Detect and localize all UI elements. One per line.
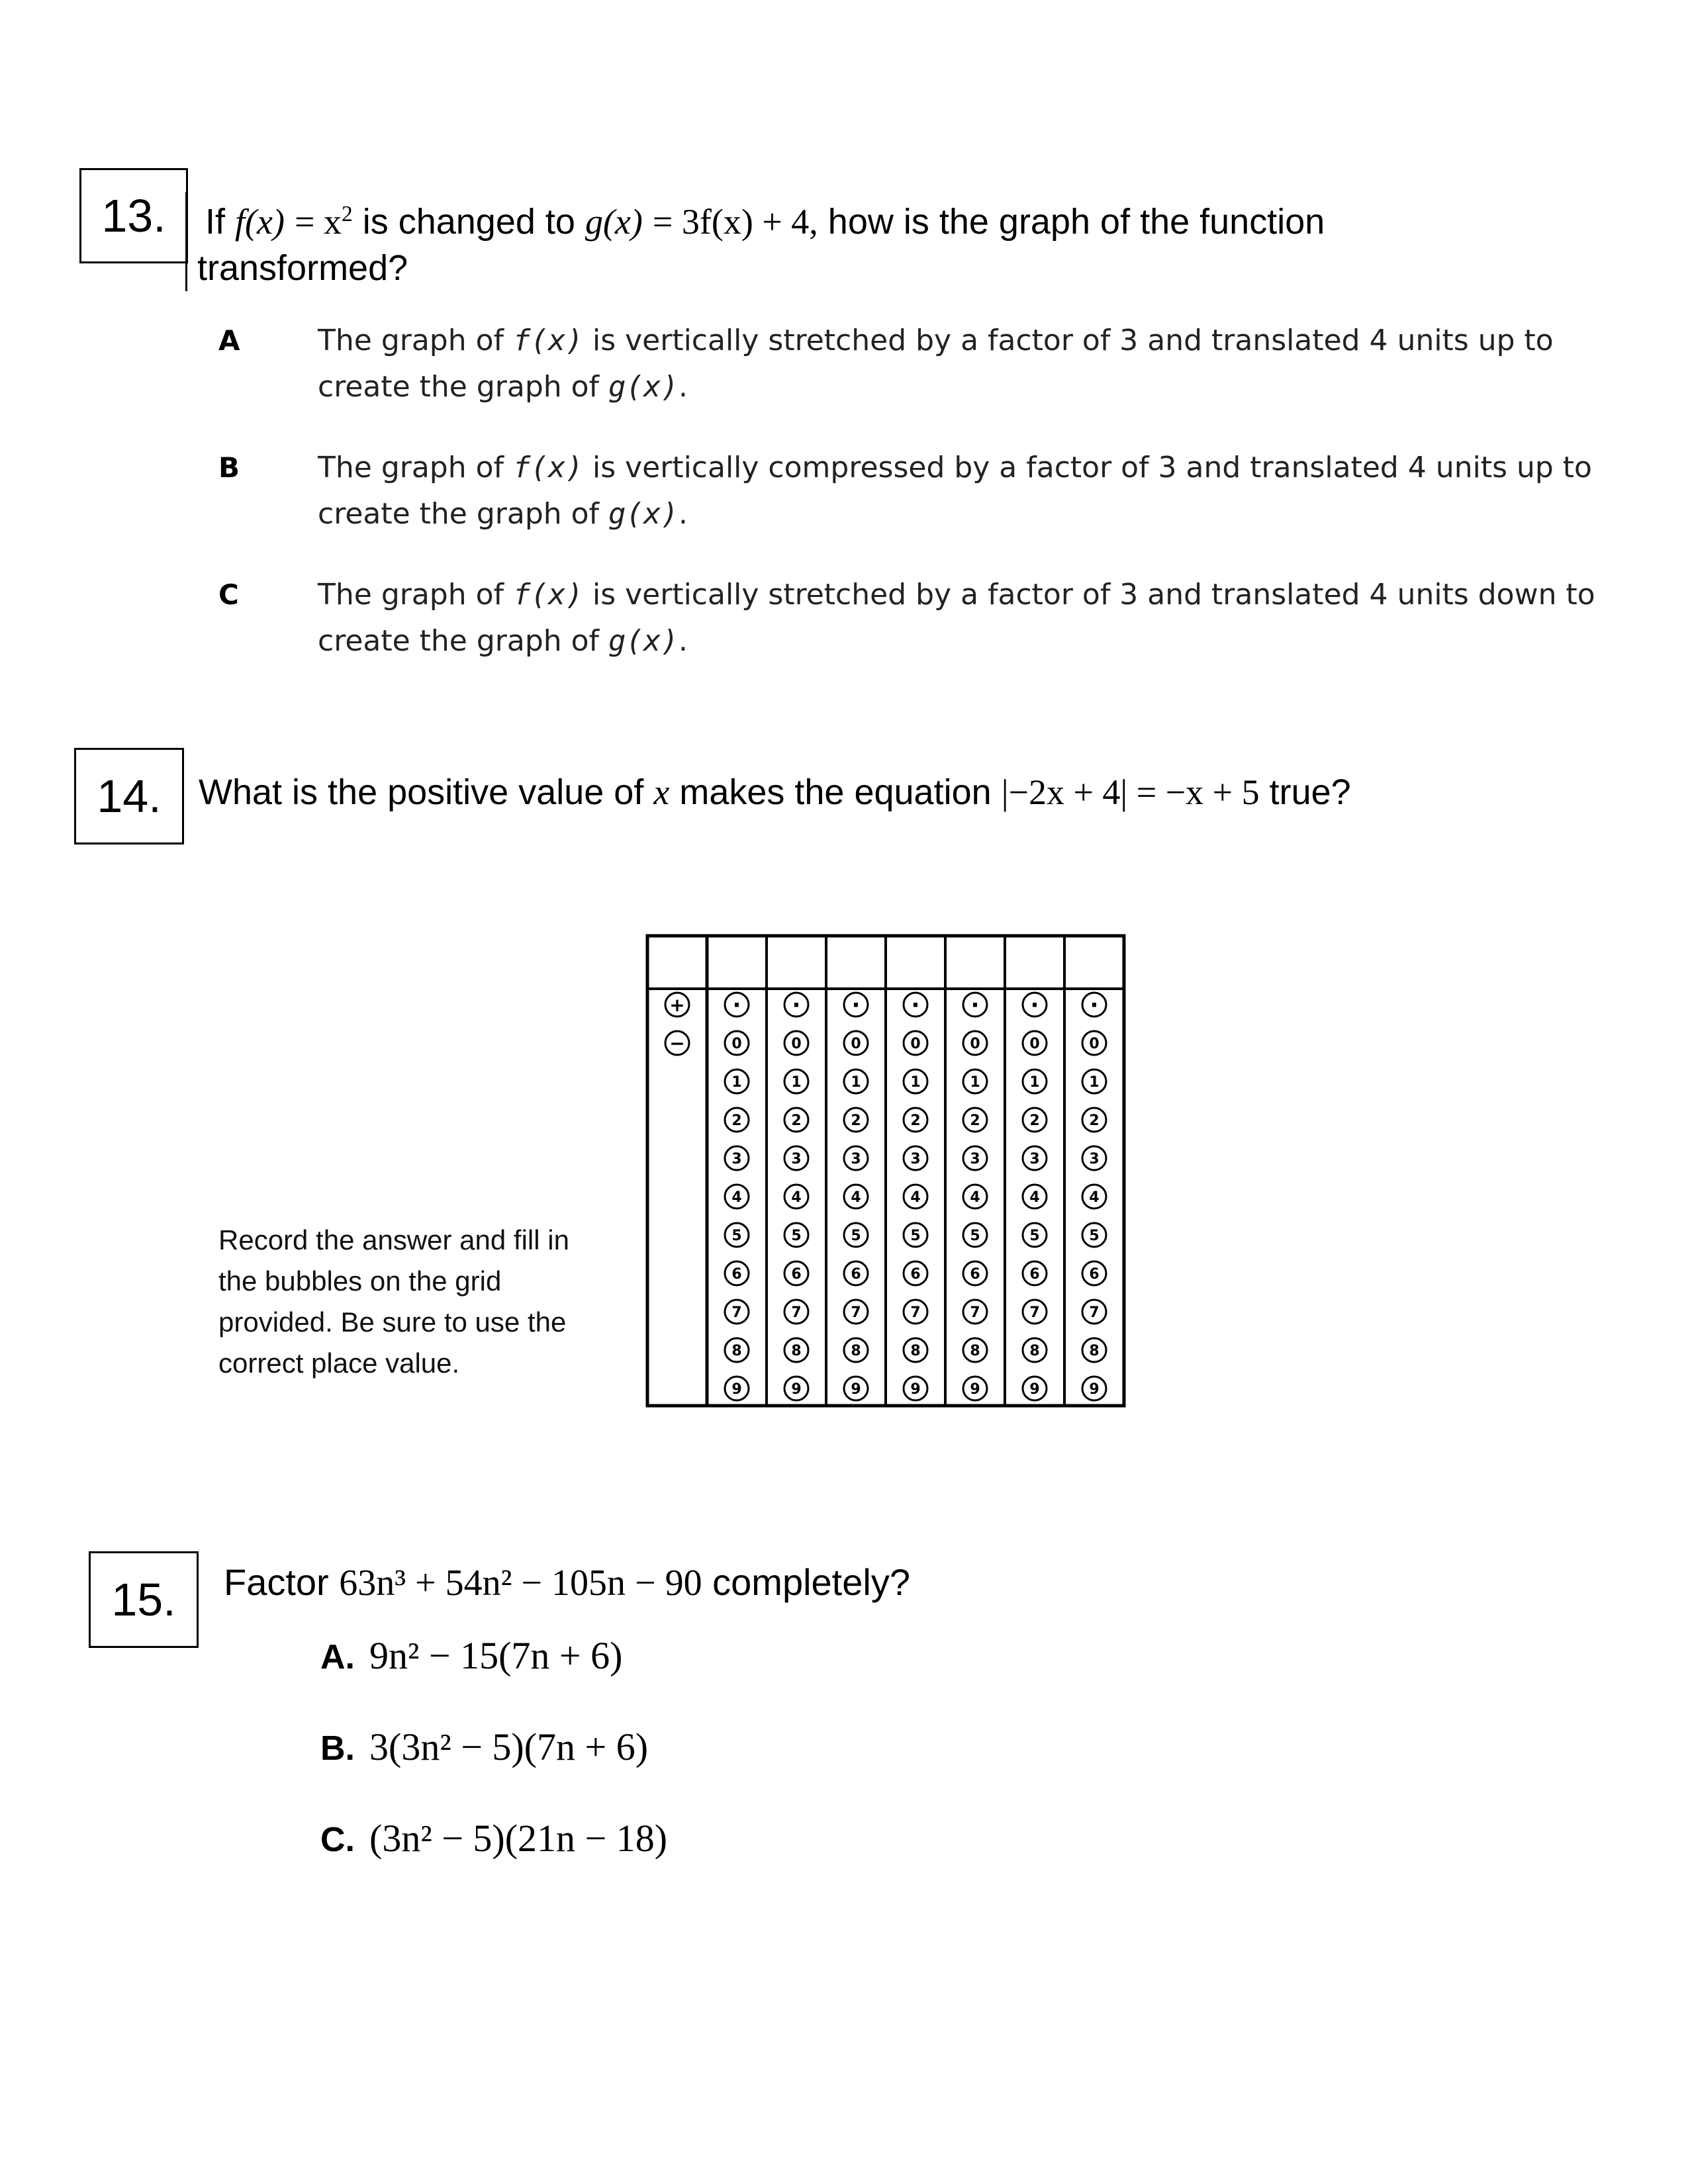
question-13-number-text: 13. xyxy=(101,190,166,242)
grid-bubble-digit-8-label: 8 xyxy=(910,1342,921,1359)
grid-bubble-digit-4-label: 4 xyxy=(910,1189,921,1206)
grid-bubble-digit-4-label: 4 xyxy=(851,1189,861,1206)
question-14-instructions: Record the answer and fill in the bubbles on the grid provided. Be sure to use the correct place value. xyxy=(218,1224,569,1379)
question-13-number xyxy=(79,168,188,263)
grid-bubble-digit-0-label: 0 xyxy=(851,1035,861,1052)
grid-bubble-digit-6-label: 6 xyxy=(1029,1265,1040,1283)
question-13-option-c-letter: C xyxy=(218,578,239,611)
grid-bubble-digit-9-label: 9 xyxy=(1089,1381,1100,1398)
question-15-choice-a[interactable]: A. 9n² − 15(7n + 6) xyxy=(320,1634,623,1677)
grid-bubble-digit-0-label: 0 xyxy=(791,1035,802,1052)
grid-bubble-digit-3-label: 3 xyxy=(1029,1150,1040,1167)
grid-bubble-digit-3-label: 3 xyxy=(731,1150,742,1167)
grid-bubble-digit-8-label: 8 xyxy=(851,1342,861,1359)
grid-bubble-digit-9-label: 9 xyxy=(731,1381,742,1398)
grid-bubble-digit-7-label: 7 xyxy=(910,1304,921,1321)
grid-bubble-decimal-label: · xyxy=(732,992,741,1019)
grid-bubble-digit-3-label: 3 xyxy=(791,1150,802,1167)
grid-bubble-digit-5-label: 5 xyxy=(791,1227,802,1244)
grid-bubble-decimal-label: · xyxy=(1030,992,1039,1019)
grid-bubble-digit-4-label: 4 xyxy=(791,1189,802,1206)
question-13-rule xyxy=(185,192,187,291)
grid-bubble-digit-1-label: 1 xyxy=(1029,1073,1040,1091)
grid-bubble-digit-6-label: 6 xyxy=(851,1265,861,1283)
grid-bubble-digit-1-label: 1 xyxy=(970,1073,980,1091)
question-15-choice-c[interactable]: C. (3n² − 5)(21n − 18) xyxy=(320,1817,668,1860)
grid-bubble-digit-4-label: 4 xyxy=(1029,1189,1040,1206)
grid-bubble-digit-0-label: 0 xyxy=(1089,1035,1100,1052)
grid-bubble-digit-0-label: 0 xyxy=(970,1035,980,1052)
grid-bubble-digit-4-label: 4 xyxy=(731,1189,742,1206)
grid-bubble-digit-2-label: 2 xyxy=(731,1112,742,1129)
question-13-option-b-line1: The graph of f(x) is vertically compressed by a factor of 3 and translated 4 units up to xyxy=(318,451,1592,484)
question-13-option-a-line1: The graph of f(x) is vertically stretched by a factor of 3 and translated 4 units up to xyxy=(318,324,1554,357)
question-15-number-text: 15. xyxy=(111,1574,176,1625)
grid-bubble-digit-0-label: 0 xyxy=(1029,1035,1040,1052)
question-14-number xyxy=(74,748,184,844)
grid-bubble-plus-label: + xyxy=(669,994,685,1017)
grid-bubble-digit-3-label: 3 xyxy=(910,1150,921,1167)
grid-bubble-digit-5-label: 5 xyxy=(731,1227,742,1244)
grid-bubble-digit-7-label: 7 xyxy=(970,1304,980,1321)
grid-bubble-digit-1-label: 1 xyxy=(731,1073,742,1091)
question-13-prompt-line2: transformed? xyxy=(197,248,408,288)
grid-bubble-digit-6-label: 6 xyxy=(1089,1265,1100,1283)
question-13-option-b-line2: create the graph of g(x). xyxy=(318,497,688,531)
grid-bubble-digit-3-label: 3 xyxy=(970,1150,980,1167)
grid-bubble-digit-9-label: 9 xyxy=(910,1381,921,1398)
question-13-option-c-line1: The graph of f(x) is vertically stretched by a factor of 3 and translated 4 units down to xyxy=(318,578,1595,612)
grid-bubble-digit-5-label: 5 xyxy=(851,1227,861,1244)
grid-bubble-digit-1-label: 1 xyxy=(791,1073,802,1091)
grid-bubble-decimal-label: · xyxy=(1090,992,1099,1019)
grid-bubble-digit-5-label: 5 xyxy=(910,1227,921,1244)
grid-bubble-digit-9-label: 9 xyxy=(851,1381,861,1398)
question-14-prompt: What is the positive value of x makes the equation |−2x + 4| = −x + 5 true? xyxy=(199,772,1351,812)
grid-bubble-digit-6-label: 6 xyxy=(910,1265,921,1283)
grid-bubble-digit-5-label: 5 xyxy=(970,1227,980,1244)
grid-bubble-digit-2-label: 2 xyxy=(1029,1112,1040,1129)
question-15-number xyxy=(89,1551,199,1648)
grid-bubble-digit-2-label: 2 xyxy=(791,1112,802,1129)
grid-bubble-digit-4-label: 4 xyxy=(970,1189,980,1206)
grid-bubble-digit-9-label: 9 xyxy=(1029,1381,1040,1398)
grid-bubble-digit-2-label: 2 xyxy=(851,1112,861,1129)
grid-bubble-decimal-label: · xyxy=(851,992,861,1019)
grid-bubble-digit-9-label: 9 xyxy=(791,1381,802,1398)
grid-bubble-digit-6-label: 6 xyxy=(731,1265,742,1283)
grid-bubble-decimal-label: · xyxy=(911,992,920,1019)
grid-bubble-digit-8-label: 8 xyxy=(791,1342,802,1359)
question-13-option-a-line2: create the graph of g(x). xyxy=(318,370,688,404)
grid-bubble-digit-2-label: 2 xyxy=(1089,1112,1100,1129)
grid-bubble-digit-7-label: 7 xyxy=(1089,1304,1100,1321)
grid-bubble-digit-0-label: 0 xyxy=(731,1035,742,1052)
grid-bubble-digit-8-label: 8 xyxy=(1089,1342,1100,1359)
grid-bubble-digit-3-label: 3 xyxy=(851,1150,861,1167)
grid-bubble-digit-3-label: 3 xyxy=(1089,1150,1100,1167)
grid-bubble-decimal-label: · xyxy=(970,992,980,1019)
grid-bubble-minus-label: − xyxy=(669,1032,685,1055)
question-13-option-b-letter: B xyxy=(218,451,240,484)
grid-bubble-digit-7-label: 7 xyxy=(731,1304,742,1321)
grid-bubble-digit-5-label: 5 xyxy=(1089,1227,1100,1244)
grid-bubble-decimal-label: · xyxy=(792,992,801,1019)
question-15-choice-b[interactable]: B. 3(3n² − 5)(7n + 6) xyxy=(320,1725,649,1768)
grid-bubble-digit-6-label: 6 xyxy=(791,1265,802,1283)
grid-bubble-digit-7-label: 7 xyxy=(851,1304,861,1321)
grid-bubble-digit-2-label: 2 xyxy=(970,1112,980,1129)
grid-bubble-digit-1-label: 1 xyxy=(1089,1073,1100,1091)
grid-bubble-digit-0-label: 0 xyxy=(910,1035,921,1052)
grid-bubble-digit-8-label: 8 xyxy=(731,1342,742,1359)
grid-bubble-digit-4-label: 4 xyxy=(1089,1189,1100,1206)
grid-bubble-digit-6-label: 6 xyxy=(970,1265,980,1283)
grid-bubble-digit-8-label: 8 xyxy=(970,1342,980,1359)
grid-bubble-digit-2-label: 2 xyxy=(910,1112,921,1129)
grid-bubble-digit-8-label: 8 xyxy=(1029,1342,1040,1359)
grid-bubble-digit-7-label: 7 xyxy=(1029,1304,1040,1321)
question-13-option-c-line2: create the graph of g(x). xyxy=(318,624,688,658)
grid-bubble-digit-7-label: 7 xyxy=(791,1304,802,1321)
grid-bubble-digit-5-label: 5 xyxy=(1029,1227,1040,1244)
grid-bubble-digit-1-label: 1 xyxy=(910,1073,921,1091)
question-13-prompt-line1: If $f(x) = x^2$ is changed to g(x) = 3f(x) + 4, how is the graph of the function xyxy=(205,202,1325,242)
question-14-number-text: 14. xyxy=(97,770,162,822)
question-15-prompt: Factor 63n³ + 54n² − 105n − 90 completely? xyxy=(224,1561,910,1604)
answer-grid xyxy=(643,933,1133,1410)
grid-bubble-digit-1-label: 1 xyxy=(851,1073,861,1091)
grid-bubble-digit-9-label: 9 xyxy=(970,1381,980,1398)
question-13-option-a-letter: A xyxy=(218,324,240,357)
